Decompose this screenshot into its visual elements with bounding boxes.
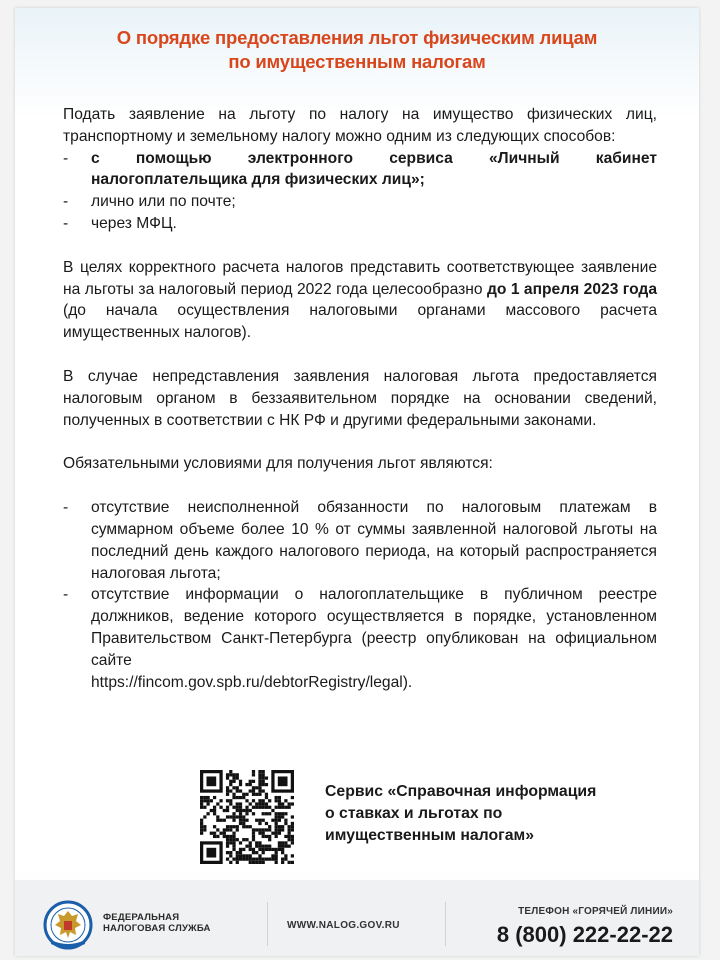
intro-paragraph: Подать заявление на льготу по налогу на имущество физических лиц, транспортному и земельному налогу можно одним из следующих способов: — [63, 106, 657, 145]
page-title — [15, 26, 699, 74]
service-caption — [325, 781, 645, 847]
title-line-1: О порядке предоставления льгот физическим лицам — [116, 27, 598, 48]
service-line-3: имущественным налогам» — [325, 827, 534, 844]
title-line-2: по имущественным налогам — [228, 51, 486, 72]
registry-url-link[interactable]: https://fincom.gov.spb.ru/debtorRegistry/legal). — [91, 673, 413, 691]
deadline-paragraph — [63, 257, 657, 344]
bullet-dash: - — [63, 149, 69, 167]
document-body — [63, 104, 657, 693]
deadline-note: (до начала осуществления налоговыми органами массового расчета имущественных налогов). — [63, 302, 657, 342]
way-mfc: через МФЦ. — [91, 214, 177, 232]
condition-no-debt: отсутствие неисполненной обязанности по налоговым платежам в суммарном объеме более 10 % от суммы заявленной налоговой льготы на последний день каждого налогового периода, на который распространяется налоговая льгота; — [91, 499, 657, 582]
bullet-dash: - — [63, 214, 69, 232]
way-online-cabinet: с помощью электронного сервиса «Личный кабинет налогоплательщика для физических лиц»; — [91, 149, 657, 189]
bullet-dash: - — [63, 586, 69, 604]
qr-code-icon[interactable] — [200, 770, 294, 864]
fns-name-line-1: ФЕДЕРАЛЬНАЯ — [103, 912, 180, 923]
way-in-person: лично или по почте; — [91, 193, 236, 211]
list-item — [63, 213, 657, 235]
deadline-date: до 1 апреля 2023 года — [486, 280, 657, 298]
conditions-heading: Обязательными условиями для получения льгот являются: — [63, 455, 493, 473]
site-link[interactable]: WWW.NALOG.GOV.RU — [287, 920, 400, 931]
footer-bar — [15, 880, 699, 956]
list-item — [63, 584, 657, 693]
condition-registry — [91, 584, 657, 693]
deadline-text: В целях корректного расчета налогов представить соответствующее заявление на льготы за налоговый период 2022 года целесообразно — [63, 258, 657, 298]
fns-emblem-icon — [43, 900, 93, 950]
hotline-phone[interactable]: 8 (800) 222-22-22 — [496, 922, 673, 947]
fns-name — [103, 912, 211, 934]
bullet-dash: - — [63, 193, 69, 211]
list-item — [63, 497, 657, 584]
service-line-1: Сервис «Справочная информация — [325, 783, 597, 800]
service-line-2: о ставках и льготах по — [325, 805, 503, 822]
bullet-dash: - — [63, 499, 69, 517]
automatic-paragraph: В случае непредставления заявления налоговая льгота предоставляется налоговым органом в беззаявительном порядке на основании сведений, полученных в соответствии с НК РФ и другими федеральными законами. — [63, 367, 657, 429]
document-page — [15, 8, 699, 956]
list-item — [63, 148, 657, 192]
hotline-label: ТЕЛЕФОН «ГОРЯЧЕЙ ЛИНИИ» — [518, 906, 673, 917]
fns-name-line-2: НАЛОГОВАЯ СЛУЖБА — [103, 923, 211, 934]
condition-registry-text: отсутствие информации о налогоплательщике в публичном реестре должников, ведение которого осуществляется в порядке, установленном Правительством Санкт-Петербурга (реестр опубликован на официальном сайте — [91, 586, 657, 669]
list-item — [63, 191, 657, 213]
